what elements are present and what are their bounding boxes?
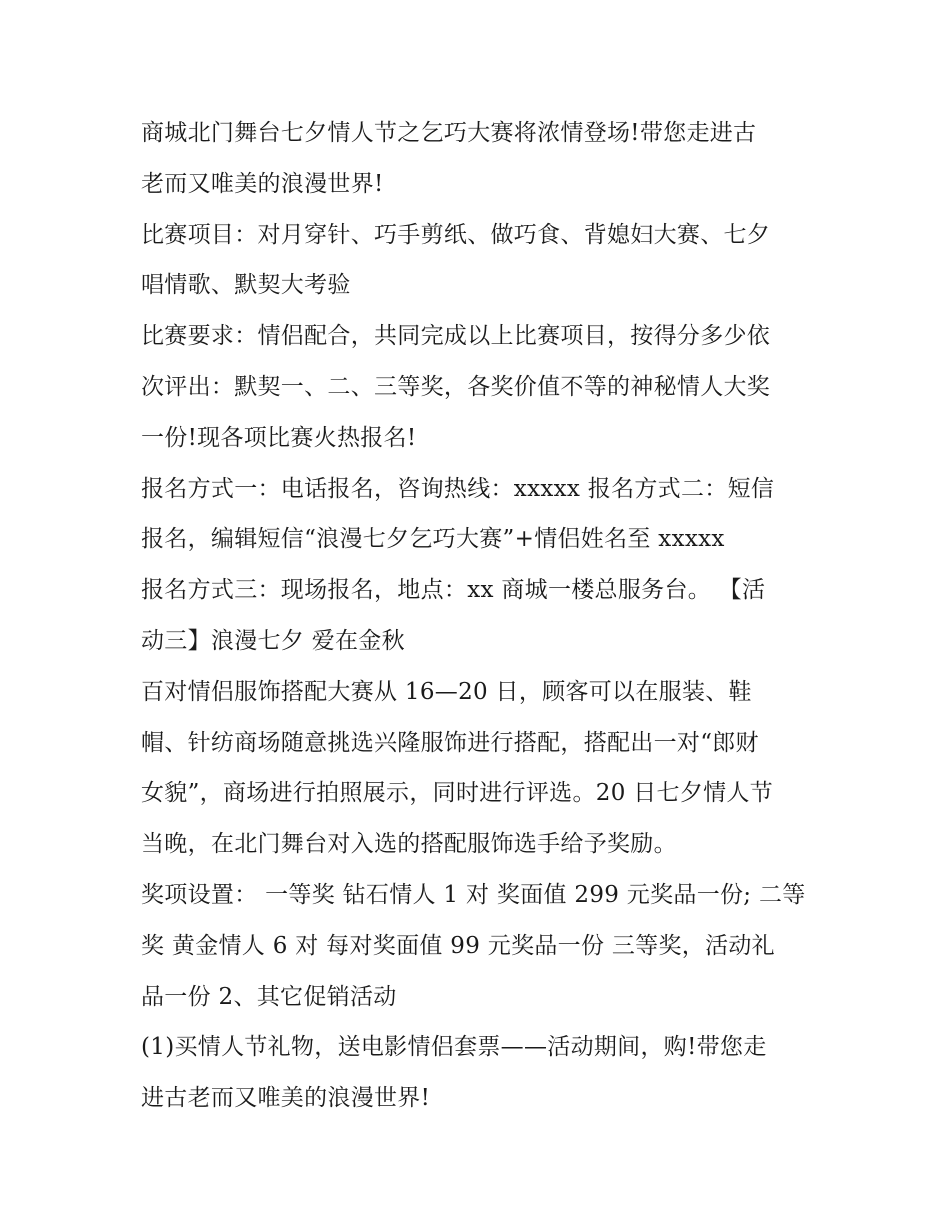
text-line: 比赛项目：对月穿针、巧手剪纸、做巧食、背媳妇大赛、七夕 [141, 221, 771, 248]
text-line: 奖项设置： 一等奖 钻石情人 1 对 奖面值 299 元奖品一份; 二等 [141, 881, 806, 908]
document-body [141, 108, 821, 1124]
text-line: 帽、针纺商场随意挑选兴隆服饰进行搭配，搭配出一对“郎财 [141, 729, 759, 756]
text-line: 报名方式三：现场报名，地点：xx 商城一楼总服务台。 【活 [141, 577, 766, 604]
text-line: 老而又唯美的浪漫世界! [141, 170, 384, 197]
text-line: 进古老而又唯美的浪漫世界! [141, 1085, 431, 1112]
text-line: 比赛要求：情侣配合，共同完成以上比赛项目，按得分多少依 [141, 323, 771, 350]
text-line: 次评出：默契一、二、三等奖，各奖价值不等的神秘情人大奖 [141, 373, 771, 400]
text-line: (1)买情人节礼物，送电影情侣套票——活动期间，购!带您走 [141, 1034, 767, 1061]
text-line: 一份!现各项比赛火热报名! [141, 424, 417, 451]
text-line: 品一份 2、其它促销活动 [141, 983, 397, 1010]
text-line: 女貌”，商场进行拍照展示，同时进行评选。20 日七夕情人节 [141, 780, 774, 807]
text-line: 当晚，在北门舞台对入选的搭配服饰选手给予奖励。 [141, 831, 677, 858]
text-line: 奖 黄金情人 6 对 每对奖面值 99 元奖品一份 三等奖，活动礼 [141, 932, 775, 959]
text-line: 百对情侣服饰搭配大赛从 16—20 日，顾客可以在服装、鞋 [141, 678, 752, 705]
text-line: 商城北门舞台七夕情人节之乞巧大赛将浓情登场!带您走进古 [141, 120, 757, 146]
text-line: 报名，编辑短信“浪漫七夕乞巧大赛”+情侣姓名至 xxxxx [141, 526, 725, 553]
text-line: 唱情歌、默契大考验 [141, 272, 351, 299]
text-line: 报名方式一：电话报名，咨询热线：xxxxx 报名方式二：短信 [141, 475, 775, 502]
text-line: 动三】浪漫七夕 爱在金秋 [141, 627, 405, 654]
